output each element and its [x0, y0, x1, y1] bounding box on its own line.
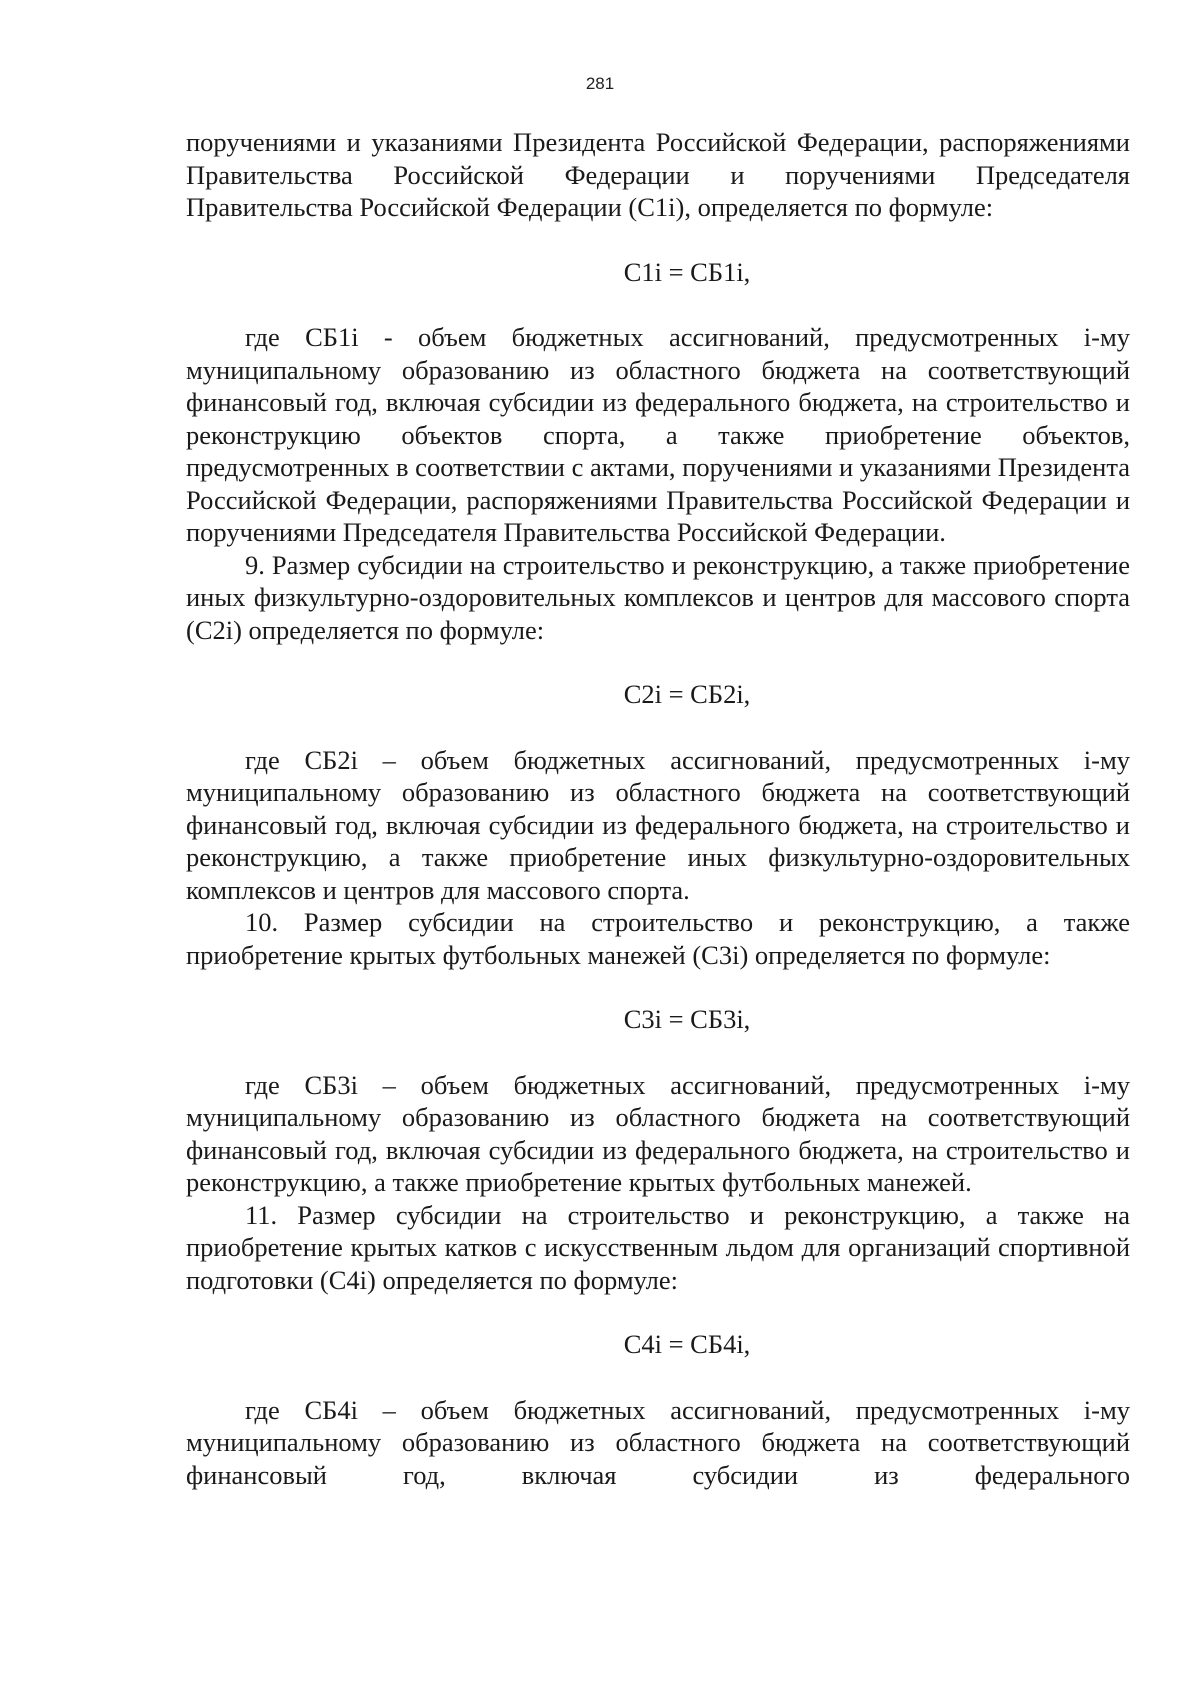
- definition-sb2i: где СБ2i – объем бюджетных ассигнований, предусмотренных i-му муниципальному образованию из областного бюджета на соответствующий финансовый год, включая субсидии из федерального бюджета, на строительство и реконструкцию, а также приобретение иных физкультурно-оздоровительных комплексов и центров для массового спорта.: [186, 744, 1130, 905]
- document-body: [186, 126, 1130, 1491]
- formula-c3i: С3i = СБ3i,: [623, 1004, 751, 1034]
- clause-9: 9. Размер субсидии на строительство и реконструкцию, а также приобретение иных физкультурно-оздоровительных комплексов и центров для массового спорта (С2i) определяется по формуле:: [186, 549, 1130, 645]
- definition-sb3i: где СБ3i – объем бюджетных ассигнований, предусмотренных i-му муниципальному образованию из областного бюджета на соответствующий финансовый год, включая субсидии из федерального бюджета, на строительство и реконструкцию, а также приобретение крытых футбольных манежей.: [186, 1069, 1130, 1197]
- page-number: 281: [585, 74, 615, 93]
- clause-10: 10. Размер субсидии на строительство и реконструкцию, а также приобретение крытых футбольных манежей (С3i) определяется по формуле:: [186, 907, 1130, 970]
- formula-c4i: С4i = СБ4i,: [623, 1329, 751, 1359]
- spacer: [186, 224, 1130, 256]
- clause-11: 11. Размер субсидии на строительство и реконструкцию, а также на приобретение крытых катков с искусственным льдом для организаций спортивной подготовки (С4i) определяется по формуле:: [186, 1199, 1130, 1295]
- spacer: [186, 1036, 1130, 1069]
- definition-sb4i: где СБ4i – объем бюджетных ассигнований, предусмотренных i-му муниципальному образованию из областного бюджета на соответствующий финансовый год, включая субсидии из федерального: [186, 1394, 1130, 1490]
- definition-sb1i: где СБ1i - объем бюджетных ассигнований, предусмотренных i-му муниципальному образованию из областного бюджета на соответствующий финансовый год, включая субсидии из федерального бюджета, на строительство и реконструкцию объектов спорта, а также приобретение объектов, предусмотренных в соответствии с актами, поручениями и указаниями Президента Российской Федерации, распоряжениями Правительства Российской Федерации и поручениями Председателя Правительства Российской Федерации.: [186, 322, 1130, 547]
- spacer: [186, 288, 1130, 321]
- spacer: [186, 646, 1130, 678]
- spacer: [186, 711, 1130, 744]
- spacer: [186, 971, 1130, 1003]
- formula-c2i: С2i = СБ2i,: [623, 679, 751, 709]
- formula-c1i: C1i = СБ1i,: [623, 256, 751, 287]
- paragraph-continuation: поручениями и указаниями Президента Российской Федерации, распоряжениями Правительства Российской Федерации и поручениями Председателя Правительства Российской Федерации (C1i), определяется по формуле:: [186, 127, 1130, 222]
- spacer: [186, 1361, 1130, 1394]
- spacer: [186, 1296, 1130, 1328]
